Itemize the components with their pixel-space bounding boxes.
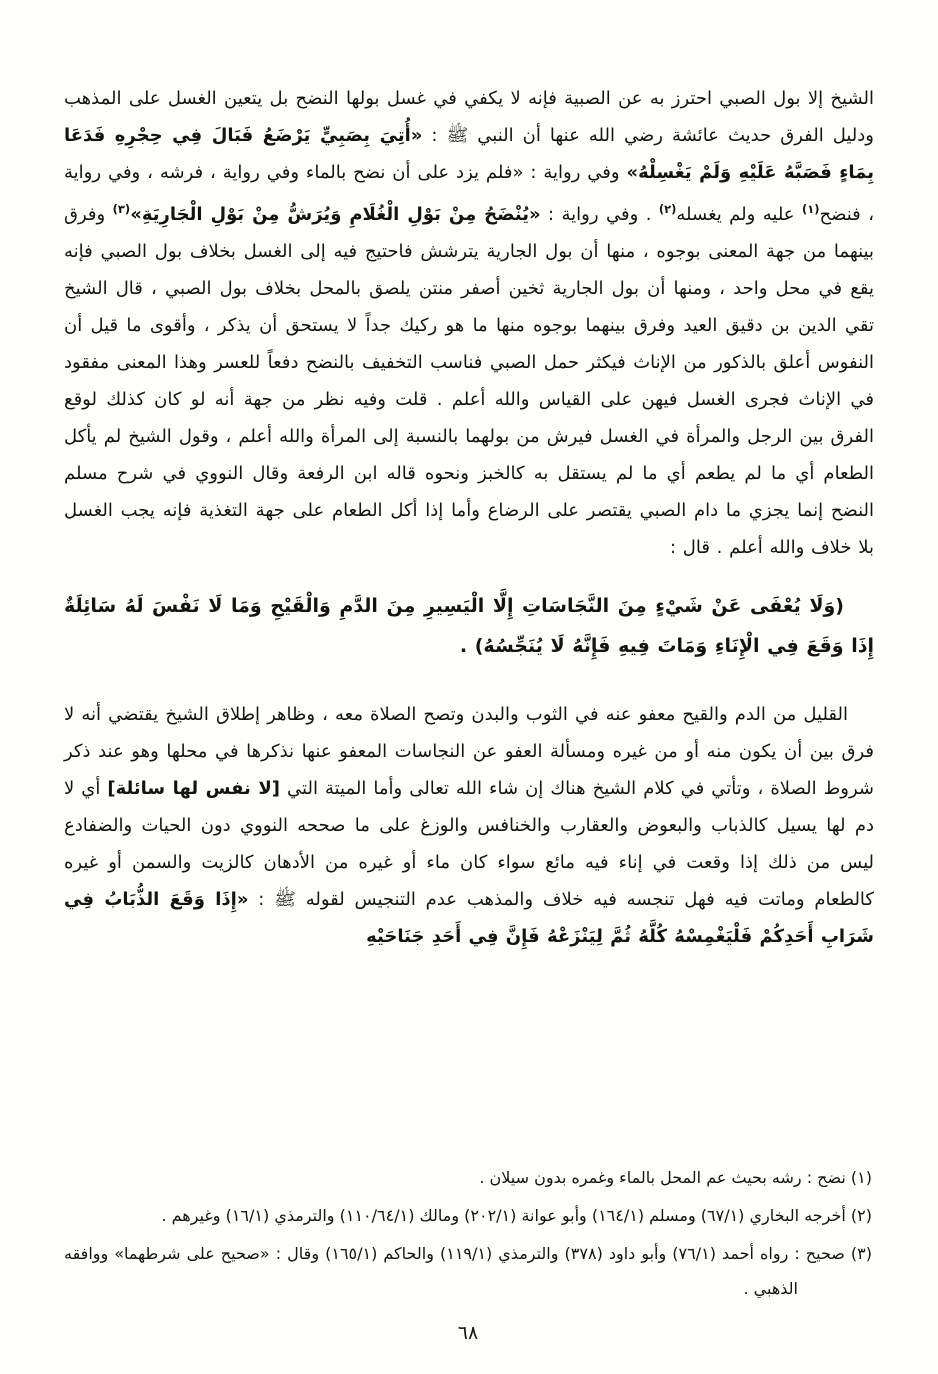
main-text [64, 80, 874, 955]
body-text-run: عليه ولم يغسله [676, 204, 802, 225]
page-number: ٦٨ [457, 1322, 479, 1344]
bold-quote-run: (وَلَا يُعْفَى عَنْ شَيْءٍ مِنَ النَّجَاسَاتِ إِلَّا الْيَسِيرِ مِنَ الدَّمِ وَالْقَيْحِ وَمَا لَا نَفْسَ لَهُ سَائِلَةٌ إِذَا وَقَعَ فِي الْإِنَاءِ وَمَاتَ فِيهِ فَإِنَّهُ لَا يُنَجِّسُهُ) . [64, 595, 874, 657]
body-text-run: وفرق بينهما من جهة المعنى بوجوه ، منها أن بول الجارية يترشش فاحتيج فيه إلى الغسل بخلاف بول الصبي فإنه يقع في محل واحد ، ومنها أن بول الجارية ثخين أصفر منتن يلصق بالمحل بخلاف بول الصبي ، قال الشيخ تقي الدين بن دقيق العيد وفرق بينهما بوجوه منها ما هو ركيك جداً لا يستحق أن يذكر ، وأقوى ما قيل أن النفوس أعلق بالذكور من الإناث فيكثر حمل الصبي فناسب التخفيف بالنضح دفعاً للعسر وهذا المعنى مفقود في الإناث فجرى الغسل فيهن على القياس والله أعلم . قلت وفيه نظر من جهة أنه لو كان كذلك لوقع الفرق بين الرجل والمرأة في الغسل فيرش من بولهما بالنسبة إلى المرأة والله أعلم ، وقول الشيخ لم يأكل الطعام أي ما لم يطعم أي ما لم يستقل به كالخبز ونحوه قاله ابن الرفعة وقال النووي في شرح مسلم النضح إنما يجزي ما دام الصبي يقتصر على الرضاع وأما إذا أكل الطعام على جهة التغذية فإنه يجب الغسل بلا خلاف والله أعلم . قال : [64, 204, 874, 558]
bold-quote-run: «أُتِيَ بِصَبِيٍّ يَرْضَعُ فَبَالَ فِي حِجْرِهِ فَدَعَا بِمَاءٍ فَصَبَّهُ عَلَيْهِ وَلَمْ يَغْسِلْهُ» [64, 125, 874, 183]
footnote-ref: (١) [801, 202, 820, 216]
paragraph-commentary-2 [64, 696, 874, 955]
body-text-run: وفي رواية : «فلم يزد على أن نضح بالماء وفي رواية ، فرشه ، وفي رواية ، فنضح [64, 162, 875, 225]
paragraph-matn-quote [64, 586, 874, 666]
footnote-2: (٢) أخرجه البخاري (٦٧/١) ومسلم (١٦٤/١) وأبو عوانة (٢٠٢/١) ومالك (١١٠/٦٤/١) والترمذي (١٦/١) وغيرهم . [161, 1206, 872, 1225]
page-footer [64, 1160, 872, 1344]
footnote-ref: (٣) [112, 202, 131, 216]
body-text-run: الشيخ إلا بول الصبي احترز به عن الصبية فإنه لا يكفي في غسل بولها النضح بل يتعين الغسل على المذهب ودليل الفرق حديث عائشة رضي الله عنها أن النبي ﷺ : [64, 88, 874, 146]
footnotes-section [64, 1160, 872, 1306]
bold-quote-run: [لا نفس لها سائلة] [107, 778, 280, 799]
body-text-run: القليل من الدم والقيح معفو عنه في الثوب والبدن وتصح الصلاة معه ، وظاهر إطلاق الشيخ يقتضي أنه لا فرق بين أن يكون منه أو من غيره ومسألة العفو عن النجاسات المعفو عنها نذكرها في محلها وهو عند ذكر شروط الصلاة ، وتأتي في كلام الشيخ هناك إن شاء الله تعالى وأما الميتة التي [64, 704, 874, 799]
footnote-ref: (٢) [658, 202, 677, 216]
body-text-run: أي لا دم لها يسيل كالذباب والبعوض والعقارب والخنافس والوزغ على ما صححه النووي دون الحيات والضفادع ليس من ذلك إذا وقعت في إناء فيه مائع سواء كان ماء أو غيره من الأدهان كالزيت والسمن أو غيره كالطعام وماتت فيه فهل تنجسه فيه خلاف والمذهب عدم التنجيس لقوله ﷺ : [64, 778, 874, 910]
footnote-3: (٣) صحيح : رواه أحمد (٧٦/١) وأبو داود (٣٧٨) والترمذي (١١٩/١) والحاكم (١٦٥/١) وقال : «صحيح على شرطهما» ووافقه الذهبي . [64, 1244, 873, 1298]
body-text-run: . وفي رواية : [540, 204, 659, 225]
bold-quote-run: «إِذَا وَقَعَ الذُّبَابُ فِي شَرَابِ أَحَدِكُمْ فَلْيَغْمِسْهُ كُلَّهُ ثُمَّ لِيَنْزَعْهُ فَإِنَّ فِي أَحَدِ جَنَاحَيْهِ [64, 889, 874, 947]
paragraph-commentary-1 [64, 80, 874, 566]
footnote-1: (١) نضح : رشه بحيث عم المحل بالماء وغمره بدون سيلان . [479, 1168, 872, 1187]
bold-quote-run: «يُنْضَحُ مِنْ بَوْلِ الْغُلَامِ وَيُرَشُّ مِنْ بَوْلِ الْجَارِيَةِ» [130, 204, 541, 225]
